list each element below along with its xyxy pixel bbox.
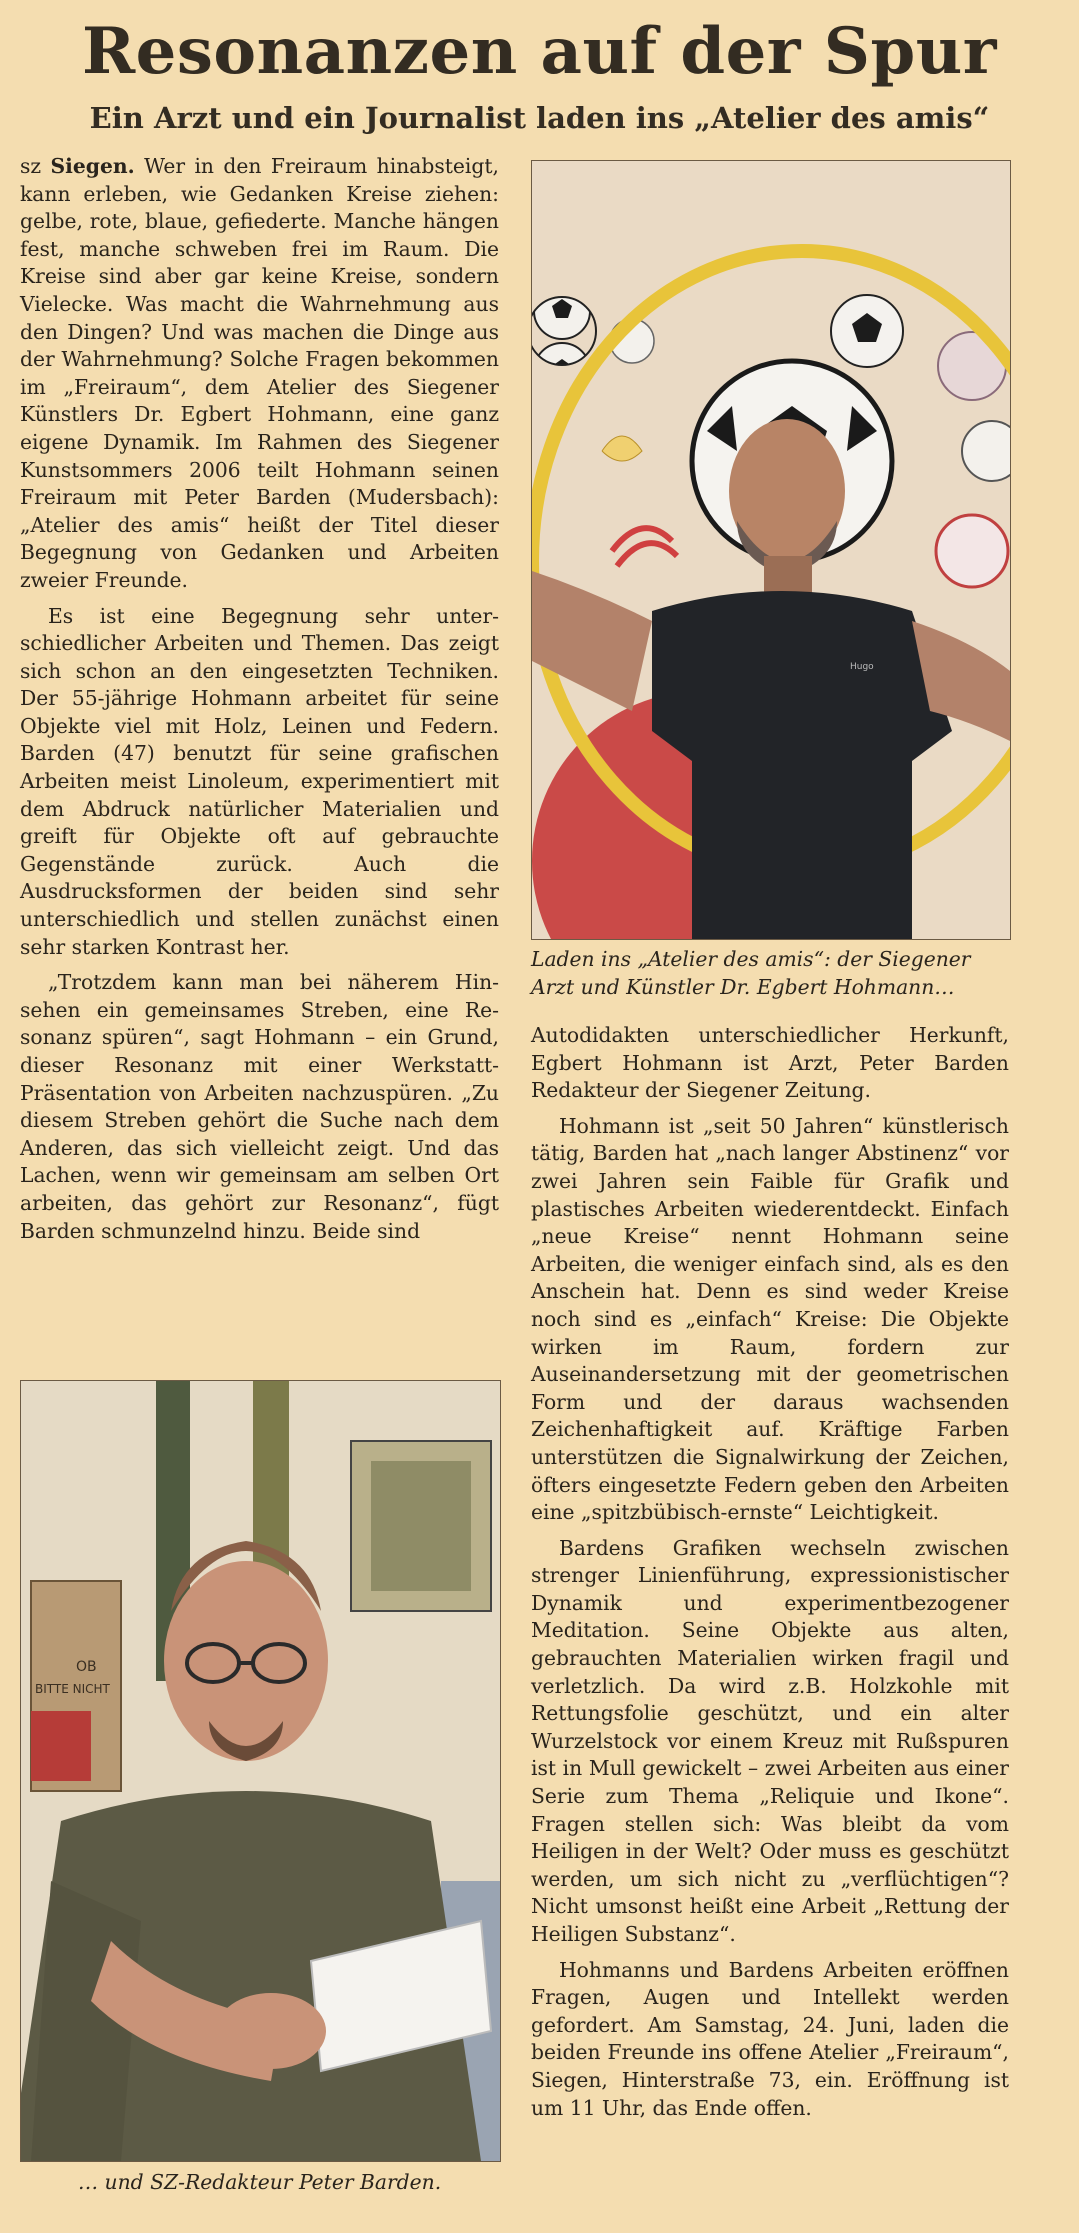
paragraph-6: Bardens Grafiken wechseln zwischen strenger Linienführung, expressionistischer Dynamik und experimentbezogener Meditation. Seine Objekte aus alten, gebrauchten Materialien wirken fragil und verletzlich. Da wird z.B. Holzkohle mit Rettungsfolie geschützt, und ein alter Wurzelstock vor einem Kreuz mit Rußspuren ist in Mull gewickelt – zwei Arbeiten aus einer Serie zum Thema „Reliquie und Ikone“. Fragen stellen sich: Was bleibt da vom Heiligen in der Welt? Oder muss es geschützt werden, um sich nicht zu „verflüchtigen“? Nicht umsonst heißt eine Arbeit „Rettung der Heiligen Substanz“.: [531, 1535, 1009, 1946]
paragraph-4: Autodidakten unterschiedlicher Herkunft, Egbert Hohmann ist Arzt, Peter Barden Redakteur der Siegener Zeitung.: [531, 1023, 1009, 1103]
subheadline: Ein Arzt und ein Journalist laden ins „Atelier des amis“: [89, 101, 990, 135]
sign-text-2: BITTE NICHT: [35, 1682, 110, 1696]
caption-hohmann: Laden ins „Atelier des amis“: der Siegener Arzt und Künstler Dr. Egbert Hohmann…: [531, 947, 971, 999]
column-left: [20, 153, 499, 1245]
column-right: [531, 1022, 1009, 2122]
photo-barden-illustration: [21, 1381, 500, 2161]
photo-hohmann-illustration: [532, 161, 1010, 939]
dateline-prefix: sz: [20, 154, 51, 178]
paragraph-1-text: Wer in den Freiraum hinabsteigt, kann erleben, wie Gedanken Kreise ziehen: gelbe, rote, blaue, gefiederte. Manche hängen fest, manche schweben frei im Raum. Die Kreise sind aber gar keine Kreise, sondern Vielecke. Was macht die Wahrnehmung aus den Dingen? Und was machen die Dinge aus der Wahrnehmung? Solche Fragen bekommen im „Freiraum“, dem Atelier des Siegener Künstlers Dr. Egbert Hohmann, eine ganz eigene Dynamik. Im Rahmen des Siegener Kunstsommers 2006 teilt Hohmann seinen Freiraum mit Peter Barden (Mudersbach): „Atelier des amis“ heißt der Titel dieser Begegnung von Gedanken und Arbeiten zweier Freunde.: [20, 154, 499, 592]
paragraph-7: Hohmanns und Bardens Arbeiten eröffnen Fragen, Augen und Intellekt werden gefordert. Am Samstag, 24. Juni, laden die beiden Freunde ins offene Atelier „Freiraum“, Siegen, Hinterstraße 73, ein. Eröffnung ist um 11 Uhr, das Ende offen.: [531, 1957, 1009, 2120]
photo-barden: [20, 1380, 501, 2162]
paragraph-3: „Trotzdem kann man bei näherem Hinsehen ein gemeinsames Streben, eine Resonanz spüren“, sagt Hohmann – ein Grund, dieser Resonanz mit einer Werkstatt-Präsentation von Arbeiten nachzuspüren. „Zu diesem Streben gehört die Suche nach dem Anderen, das sich vielleicht zeigt. Und das Lachen, wenn wir gemeinsam am selben Ort arbeiten, das gehört zur Resonanz“, fügt Barden schmunzelnd hinzu. Beide sind: [20, 970, 499, 1243]
headline: Resonanzen auf der Spur: [81, 14, 998, 89]
shirt-label: Hugo: [850, 662, 874, 672]
dateline-place: Siegen.: [50, 154, 135, 178]
sign-text-1: OB: [76, 1659, 97, 1675]
photo-hohmann: [531, 160, 1011, 940]
paragraph-1: [20, 153, 499, 595]
caption-barden: … und SZ-Redakteur Peter Barden.: [77, 2170, 442, 2194]
paragraph-2: Es ist eine Begegnung sehr unterschiedlicher Arbeiten und Themen. Das zeigt sich schon an den eingesetzten Techniken. Der 55-jährige Hohmann arbeitet für seine Objekte viel mit Holz, Leinen und Federn. Barden (47) benutzt für seine grafischen Arbeiten meist Linoleum, experimentiert mit dem Abdruck natürlicher Materialien und greift für Objekte oft auf gebrauchte Gegenstände zurück. Auch die Ausdrucksformen der beiden sind sehr unterschiedlich und stellen zunächst einen sehr starken Kontrast her.: [20, 603, 499, 959]
paragraph-5: Hohmann ist „seit 50 Jahren“ künstlerisch tätig, Barden hat „nach langer Abstinenz“ vor zwei Jahren sein Faible für Grafik und plastisches Arbeiten wiederentdeckt. Einfach „neue Kreise“ nennt Hohmann seine Arbeiten, die weniger einfach sind, als es den Anschein hat. Denn es sind weder Kreise noch sind es „einfach“ Kreise: Die Objekte wirken im Raum, fordern zur Auseinandersetzung mit der geometrischen Form und der daraus wachsenden Zeichenhaftigkeit auf. Kräftige Farben unterstützen die Signalwirkung der Zeichen, öfters eingesetzte Federn geben den Arbeiten eine „spitzbübisch-ernste“ Leichtigkeit.: [531, 1113, 1009, 1525]
